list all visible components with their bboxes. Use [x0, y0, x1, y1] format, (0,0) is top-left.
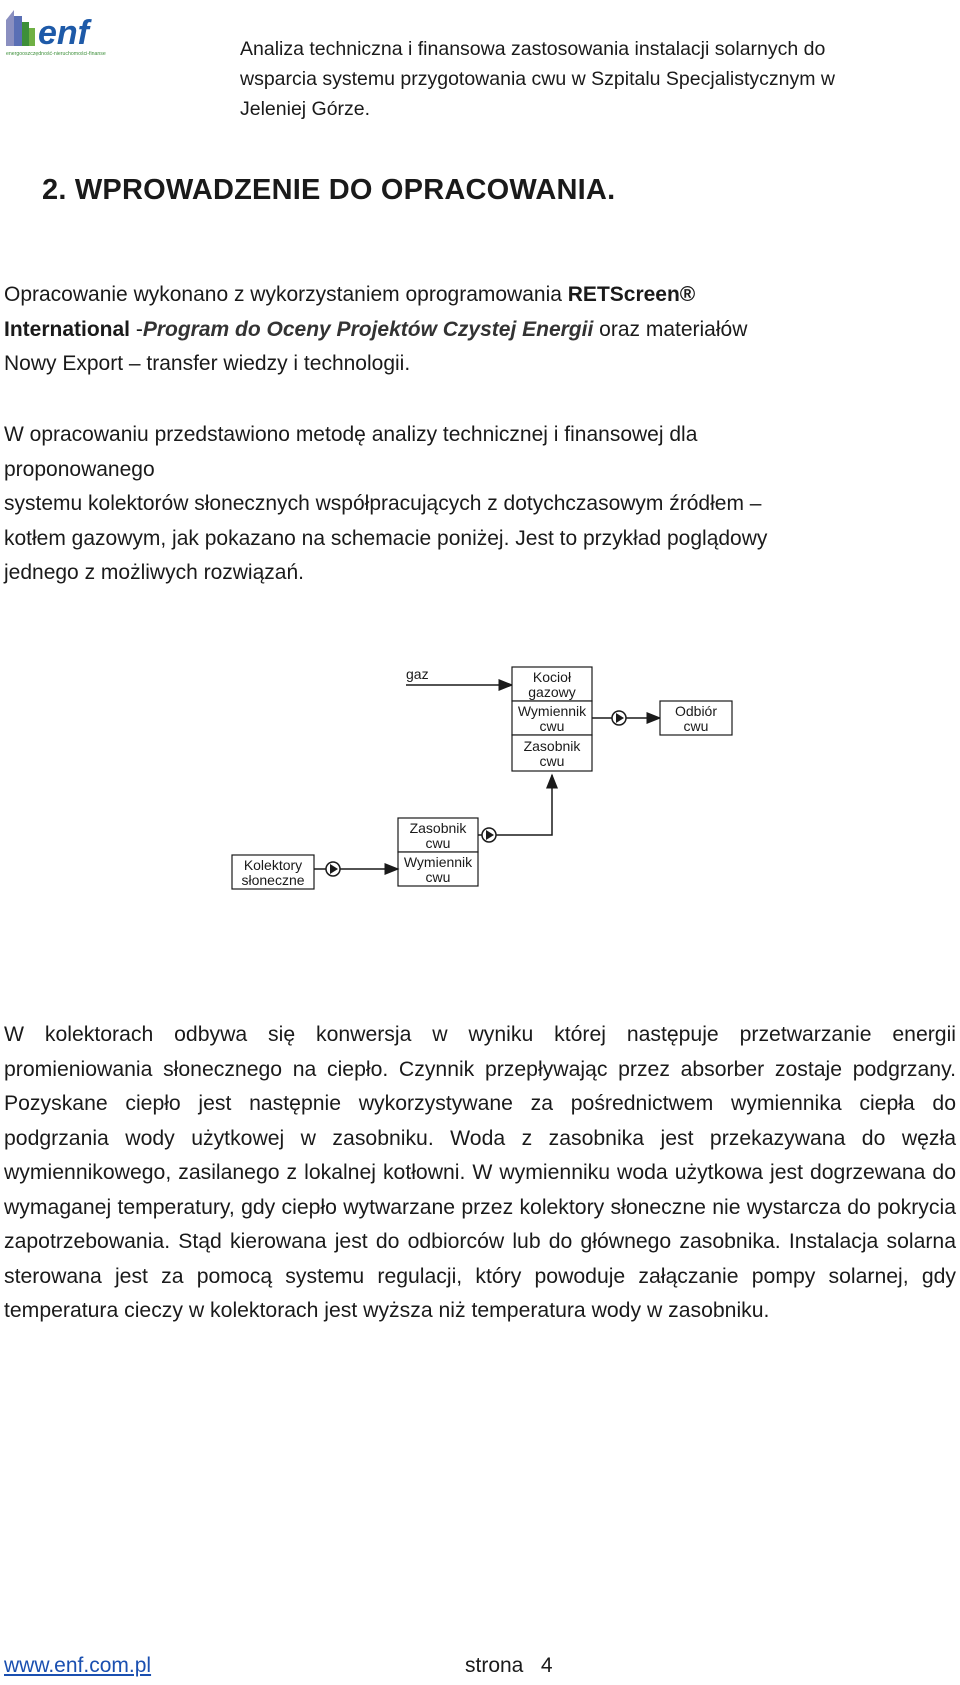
exchanger-top-label-2: cwu	[539, 718, 565, 734]
boiler-label-1: Kocioł	[532, 669, 572, 685]
logo-brand: enf	[38, 14, 89, 52]
tank-top-label-1: Zasobnik	[523, 738, 581, 754]
body-paragraph: W kolektorach odbywa się konwersja w wyniku której następuje przetwarzanie energii promieniowania słonecznego na ciepło. Czynnik przepływając przez absorber zostaje podgrzany. Pozyskane ciepło jest następnie wykorzystywane za pośrednictwem wymiennika ciepła do podgrzania wody użytkowej w zasobniku. Woda z zasobnika jest przekazywana do węzła wymiennikowego, zasilanego z lokalnej kotłowni. W wymienniku woda użytkowa jest dogrzewana do wymaganej temperatury, gdy ciepło wytwarzane przez kolektory słoneczne nie wystarcza do pokrycia zapotrzebowania. Stąd kierowana jest do odbiorców lub do głównego zasobnika. Instalacja solarna sterowana jest za pomocą systemu regulacji, który powoduje załączanie pompy solarnej, gdy temperatura cieczy w kolektorach jest wyższa niż temperatura wody w zasobniku.	[4, 1023, 956, 1322]
p1-dash: -	[130, 317, 143, 341]
logo-tagline: energooszczędność-nieruchomości-finanse	[6, 51, 106, 57]
tank-top-box	[512, 735, 592, 771]
consumer-label-1: Odbiór	[674, 703, 718, 719]
consumer-box	[660, 701, 732, 735]
p2-line-5: jednego z możliwych rozwiązań.	[4, 561, 304, 584]
intro-paragraph-1	[4, 278, 956, 382]
pump-icon-bottom	[326, 862, 340, 876]
enf-logo	[4, 6, 134, 58]
boiler-label-2: gazowy	[528, 684, 576, 700]
solar-to-node-arrow	[486, 775, 552, 835]
intro-paragraph-2	[4, 418, 956, 591]
tank-bottom-label-2: cwu	[425, 835, 451, 851]
header-line-3: Jeleniej Górze.	[240, 98, 371, 120]
p2-line-4: kotłem gazowym, jak pokazano na schemacie poniżej. Jest to przykład poglądowy	[4, 526, 768, 550]
pump-icon-top	[612, 711, 626, 725]
boiler-box	[512, 667, 592, 701]
tank-bottom-label-1: Zasobnik	[409, 820, 467, 836]
collectors-box	[232, 855, 314, 889]
footer-website-link[interactable]: www.enf.com.pl	[4, 1654, 152, 1677]
p2-line-2: proponowanego	[4, 457, 155, 481]
section-heading: 2. WPROWADZENIE DO OPRACOWANIA.	[42, 174, 616, 206]
page-label: strona 4	[465, 1654, 553, 1677]
exchanger-bottom-box	[398, 852, 478, 886]
logo-house-icon	[6, 10, 35, 46]
collectors-label-1: Kolektory	[243, 857, 303, 873]
exchanger-top-box	[512, 701, 592, 735]
collectors-label-2: słoneczne	[241, 872, 305, 888]
p2-line-1: W opracowaniu przedstawiono metodę analizy technicznej i finansowej dla	[4, 423, 698, 446]
exchanger-top-label-1: Wymiennik	[517, 703, 587, 719]
exchanger-bottom-label-1: Wymiennik	[403, 854, 473, 870]
p1-program-name: Program do Oceny Projektów Czystej Energii	[142, 317, 594, 341]
tank-top-label-2: cwu	[539, 753, 565, 769]
header-line-1: Analiza techniczna i finansowa zastosowania instalacji solarnych do	[240, 38, 826, 60]
tank-bottom-box	[398, 818, 478, 852]
exchanger-bottom-label-2: cwu	[425, 869, 451, 885]
p1-brand-2: International	[4, 317, 131, 341]
p1-text-b: oraz materiałów	[593, 317, 748, 341]
gas-label: gaz	[406, 666, 429, 682]
p2-line-3: systemu kolektorów słonecznych współpracujących z dotychczasowym źródłem –	[4, 492, 762, 515]
p1-text-a: Opracowanie wykonano z wykorzystaniem oprogramowania	[4, 283, 568, 306]
consumer-label-2: cwu	[683, 718, 709, 734]
system-schematic	[230, 655, 760, 920]
document-header	[240, 34, 940, 124]
header-line-2: wsparcia systemu przygotowania cwu w Szpitalu Specjalistycznym w	[240, 68, 835, 90]
pump-icon-middle	[482, 828, 496, 842]
footer-page-number	[465, 1654, 553, 1678]
p1-brand: RETScreen®	[567, 283, 696, 306]
p1-text-c: Nowy Export – transfer wiedzy i technologii.	[4, 352, 411, 375]
